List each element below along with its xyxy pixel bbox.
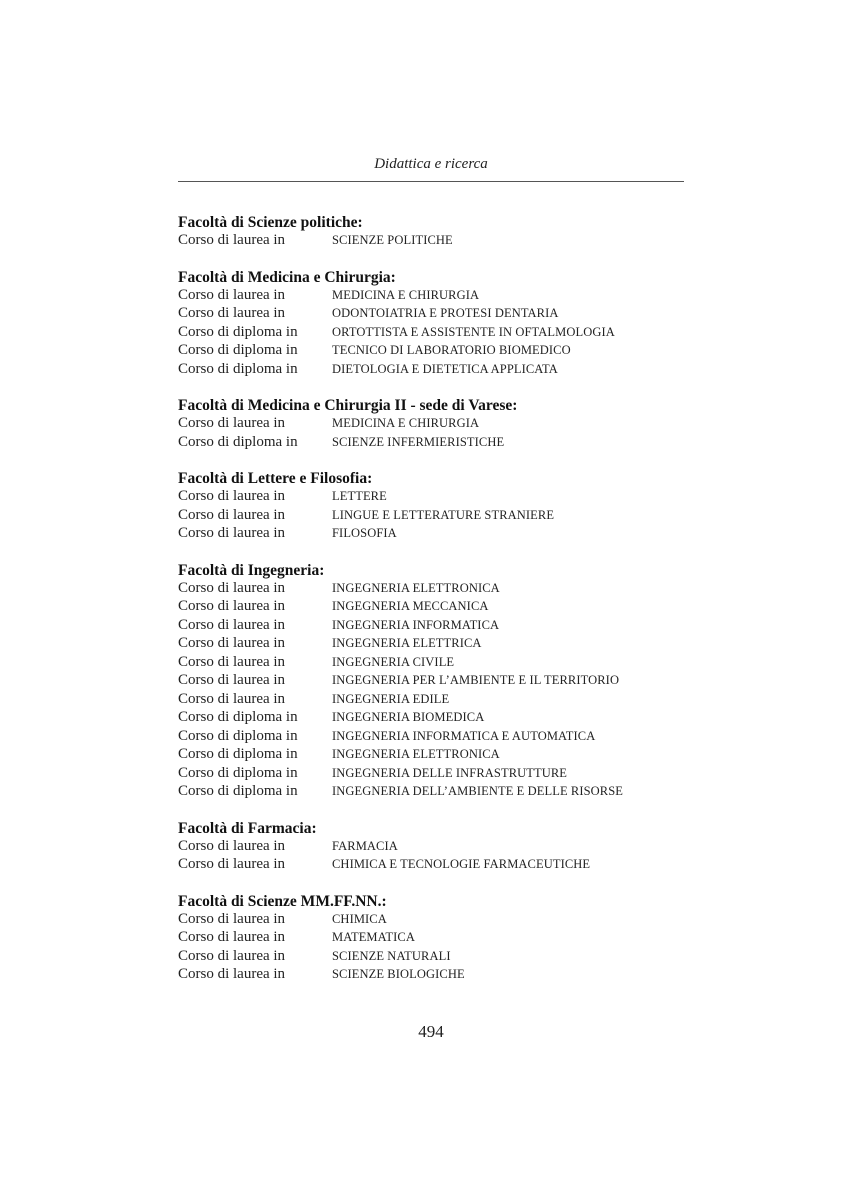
course-row — [178, 617, 684, 636]
course-type: Corso di diploma in — [178, 342, 298, 358]
course-name: INGEGNERIA CIVILE — [332, 654, 455, 669]
course-name: ORTOTTISTA E ASSISTENTE IN OFTALMOLOGIA — [332, 324, 615, 339]
course-row — [178, 434, 684, 453]
course-row — [178, 728, 684, 747]
course-type: Corso di laurea in — [178, 690, 286, 707]
header-rule — [178, 181, 684, 182]
course-row — [178, 856, 684, 875]
course-name: TECNICO DI LABORATORIO BIOMEDICO — [332, 343, 571, 357]
course-row — [178, 507, 684, 526]
course-type: Corso di laurea in — [178, 947, 286, 964]
course-name: FILOSOFIA — [332, 526, 397, 540]
course-row — [178, 654, 684, 673]
course-row — [178, 525, 684, 544]
course-row — [178, 746, 684, 765]
course-type: Corso di laurea in — [178, 488, 286, 504]
faculty-section — [178, 892, 684, 985]
course-type: Corso di laurea in — [178, 966, 286, 982]
course-type: Corso di diploma in — [178, 746, 298, 762]
faculty-section — [178, 819, 684, 875]
course-type: Corso di diploma in — [178, 764, 298, 781]
course-name: MEDICINA E CHIRURGIA — [332, 416, 480, 430]
course-row — [178, 305, 684, 324]
course-row — [178, 287, 684, 306]
course-type: Corso di laurea in — [178, 910, 286, 927]
course-name: DIETOLOGIA E DIETETICA APPLICATA — [332, 361, 558, 376]
course-row — [178, 929, 684, 948]
course-name: INGEGNERIA DELLE INFRASTRUTTURE — [332, 765, 568, 780]
course-row — [178, 783, 684, 802]
course-name: INGEGNERIA INFORMATICA E AUTOMATICA — [332, 728, 596, 743]
course-type: Corso di laurea in — [178, 672, 286, 688]
course-name: INGEGNERIA MECCANICA — [332, 599, 489, 613]
course-name: MEDICINA E CHIRURGIA — [332, 287, 480, 302]
course-name: LINGUE E LETTERATURE STRANIERE — [332, 507, 555, 522]
course-type: Corso di laurea in — [178, 837, 286, 854]
course-name: CHIMICA — [332, 911, 387, 926]
faculty-section — [178, 268, 684, 380]
course-name: SCIENZE POLITICHE — [332, 233, 453, 247]
faculty-title: Facoltà di Scienze MM.FF.NN.: — [178, 892, 387, 910]
course-row — [178, 580, 684, 599]
course-type: Corso di diploma in — [178, 727, 298, 744]
course-row — [178, 948, 684, 967]
course-type: Corso di laurea in — [178, 929, 286, 945]
faculty-title: Facoltà di Farmacia: — [178, 819, 317, 837]
course-name: CHIMICA E TECNOLOGIE FARMACEUTICHE — [332, 857, 591, 871]
course-type: Corso di laurea in — [178, 506, 286, 523]
course-name: INGEGNERIA PER L’AMBIENTE E IL TERRITORIO — [332, 673, 620, 687]
faculty-list — [178, 213, 684, 1002]
course-name: LETTERE — [332, 489, 387, 503]
course-type: Corso di laurea in — [178, 598, 286, 614]
course-row — [178, 342, 684, 361]
course-row — [178, 691, 684, 710]
faculty-title: Facoltà di Medicina e Chirurgia II - sede di Varese: — [178, 397, 518, 414]
course-row — [178, 232, 684, 251]
running-head: Didattica e ricerca — [374, 156, 488, 172]
course-row — [178, 361, 684, 380]
course-type: Corso di diploma in — [178, 783, 298, 799]
course-row — [178, 709, 684, 728]
page-number: 494 — [418, 1022, 444, 1041]
course-name: SCIENZE INFERMIERISTICHE — [332, 434, 505, 449]
course-type: Corso di laurea in — [178, 286, 286, 303]
course-name: FARMACIA — [332, 838, 398, 853]
course-type: Corso di laurea in — [178, 579, 286, 596]
faculty-title: Facoltà di Lettere e Filosofia: — [178, 470, 373, 487]
faculty-section — [178, 396, 684, 452]
course-name: INGEGNERIA ELETTRONICA — [332, 747, 500, 761]
course-type: Corso di diploma in — [178, 360, 298, 377]
course-name: SCIENZE BIOLOGICHE — [332, 967, 465, 981]
course-row — [178, 672, 684, 691]
course-type: Corso di diploma in — [178, 709, 298, 725]
course-row — [178, 765, 684, 784]
course-type: Corso di laurea in — [178, 616, 286, 633]
course-name: INGEGNERIA EDILE — [332, 691, 450, 706]
course-name: INGEGNERIA INFORMATICA — [332, 617, 500, 632]
course-name: MATEMATICA — [332, 930, 415, 944]
course-type: Corso di diploma in — [178, 433, 298, 450]
course-row — [178, 415, 684, 434]
course-row — [178, 488, 684, 507]
faculty-title: Facoltà di Medicina e Chirurgia: — [178, 268, 396, 286]
course-type: Corso di diploma in — [178, 323, 298, 340]
course-type: Corso di laurea in — [178, 635, 286, 651]
course-row — [178, 911, 684, 930]
faculty-title: Facoltà di Scienze politiche: — [178, 214, 363, 231]
course-row — [178, 324, 684, 343]
faculty-section — [178, 213, 684, 251]
course-type: Corso di laurea in — [178, 415, 286, 431]
course-type: Corso di laurea in — [178, 653, 286, 670]
course-row — [178, 966, 684, 985]
course-name: INGEGNERIA ELETTRONICA — [332, 580, 500, 595]
faculty-section — [178, 469, 684, 544]
course-row — [178, 598, 684, 617]
course-type: Corso di laurea in — [178, 232, 286, 248]
course-name: ODONTOIATRIA E PROTESI DENTARIA — [332, 306, 559, 320]
course-type: Corso di laurea in — [178, 525, 286, 541]
course-type: Corso di laurea in — [178, 305, 286, 321]
faculty-section — [178, 561, 684, 802]
course-name: INGEGNERIA ELETTRICA — [332, 636, 482, 650]
course-type: Corso di laurea in — [178, 856, 286, 872]
course-row — [178, 635, 684, 654]
course-name: INGEGNERIA BIOMEDICA — [332, 710, 485, 724]
course-row — [178, 838, 684, 857]
course-name: INGEGNERIA DELL’AMBIENTE E DELLE RISORSE — [332, 784, 624, 798]
faculty-title: Facoltà di Ingegneria: — [178, 561, 325, 579]
course-name: SCIENZE NATURALI — [332, 948, 451, 963]
